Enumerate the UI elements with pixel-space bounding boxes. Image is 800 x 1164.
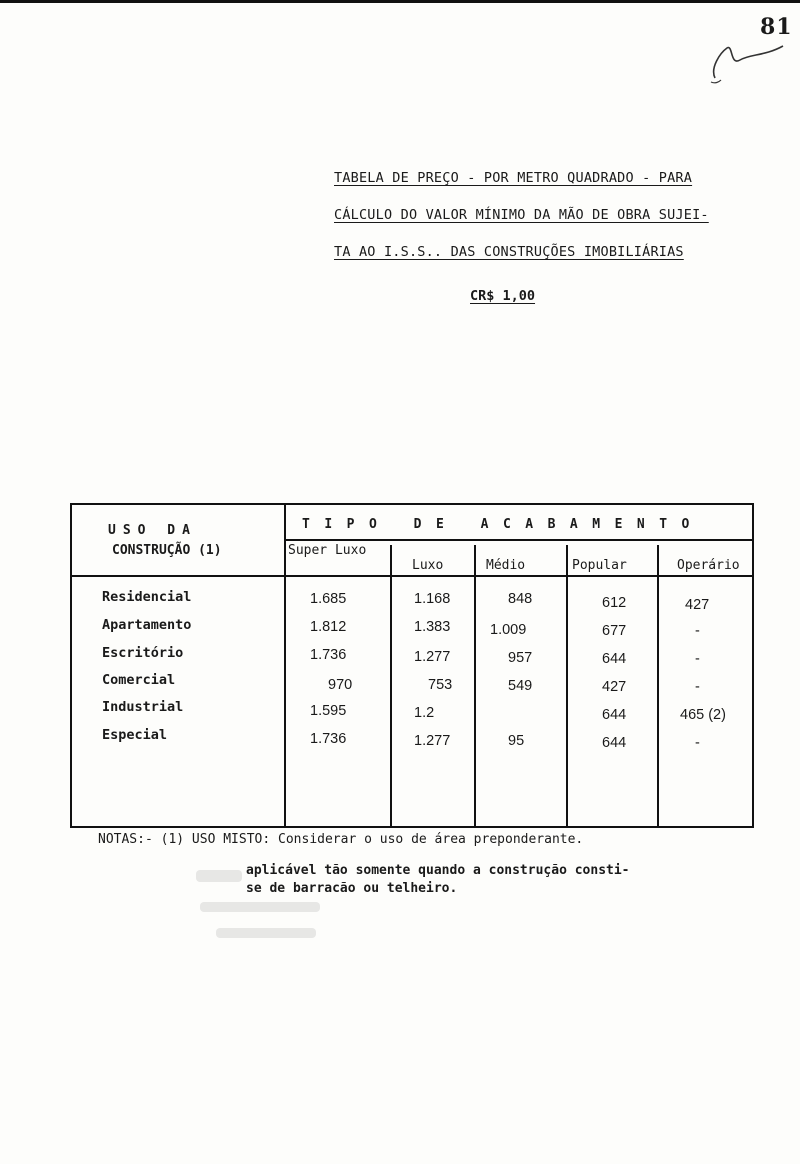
page-number: 81 — [760, 14, 793, 40]
row-label-comercial: Comercial — [102, 672, 176, 688]
currency-unit: CR$ 1,00 — [470, 288, 536, 304]
column-header-luxo: Luxo — [412, 558, 444, 573]
column-header-medio: Médio — [486, 558, 526, 573]
col-divider-3 — [474, 545, 476, 827]
table-cell: 970 — [328, 677, 353, 693]
faded-mark — [200, 902, 320, 912]
row-label-especial: Especial — [102, 727, 168, 743]
table-cell: 1.009 — [490, 622, 527, 638]
row-label-escritorio: Escritório — [102, 645, 184, 661]
table-cell: 644 — [602, 735, 627, 751]
table-cell: 1.812 — [310, 619, 347, 635]
top-border-line — [0, 0, 800, 3]
price-table — [70, 503, 754, 828]
row-label-residencial: Residencial — [102, 589, 192, 605]
table-cell: 95 — [508, 733, 525, 749]
notes-line-2: aplicável tão somente quando a construção consti- — [246, 863, 630, 878]
tipo-acabamento-header: TIPO DE ACABAMENTO — [302, 517, 704, 532]
table-cell: - — [695, 623, 700, 639]
column-header-super-luxo: Super Luxo — [288, 543, 367, 558]
header-divider — [72, 575, 752, 577]
title-line-2: CÁLCULO DO VALOR MÍNIMO DA MÃO DE OBRA SUJEI- — [334, 207, 709, 223]
table-cell: 644 — [602, 651, 627, 667]
column-header-operario: Operário — [677, 558, 740, 573]
col-divider-2 — [390, 545, 392, 827]
table-cell: 1.277 — [414, 733, 451, 749]
table-cell: 848 — [508, 591, 533, 607]
table-cell: 465 (2) — [680, 707, 726, 723]
table-cell: 427 — [685, 597, 710, 613]
col-divider-5 — [657, 545, 659, 827]
notes-continuation — [246, 862, 630, 898]
title-line-3: TA AO I.S.S.. DAS CONSTRUÇÕES IMOBILIÁRIAS — [334, 244, 684, 260]
row-label-industrial: Industrial — [102, 699, 184, 715]
table-cell: 1.168 — [414, 591, 451, 607]
table-cell: - — [695, 651, 700, 667]
table-cell: 957 — [508, 650, 533, 666]
table-cell: - — [695, 679, 700, 695]
table-cell: 1.736 — [310, 731, 347, 747]
table-cell: 1.2 — [414, 705, 435, 721]
table-cell: 1.736 — [310, 647, 347, 663]
table-cell: 549 — [508, 678, 533, 694]
table-cell: 427 — [602, 679, 627, 695]
construcao-header: CONSTRUÇÃO (1) — [112, 543, 222, 558]
table-cell: 1.277 — [414, 649, 451, 665]
faded-mark — [216, 928, 316, 938]
table-cell: 677 — [602, 623, 627, 639]
row-label-apartamento: Apartamento — [102, 617, 192, 633]
col-divider-1 — [284, 505, 286, 827]
table-cell: 1.685 — [310, 591, 347, 607]
notes-line-1: NOTAS:- (1) USO MISTO: Considerar o uso de área preponderante. — [98, 832, 584, 847]
notes-line-3: se de barracão ou telheiro. — [246, 881, 458, 896]
document-title — [334, 168, 754, 279]
col-divider-4 — [566, 545, 568, 827]
table-cell: 1.383 — [414, 619, 451, 635]
table-cell: - — [695, 735, 700, 751]
table-cell: 1.595 — [310, 703, 347, 719]
tipo-underline — [284, 539, 754, 541]
faded-mark — [196, 870, 242, 882]
handwritten-initials — [705, 38, 795, 88]
table-cell: 612 — [602, 595, 627, 611]
table-cell: 644 — [602, 707, 627, 723]
column-header-popular: Popular — [572, 558, 627, 573]
uso-da-header: USO DA — [108, 523, 197, 538]
title-line-1: TABELA DE PREÇO - POR METRO QUADRADO - PARA — [334, 170, 693, 186]
table-cell: 753 — [428, 677, 453, 693]
